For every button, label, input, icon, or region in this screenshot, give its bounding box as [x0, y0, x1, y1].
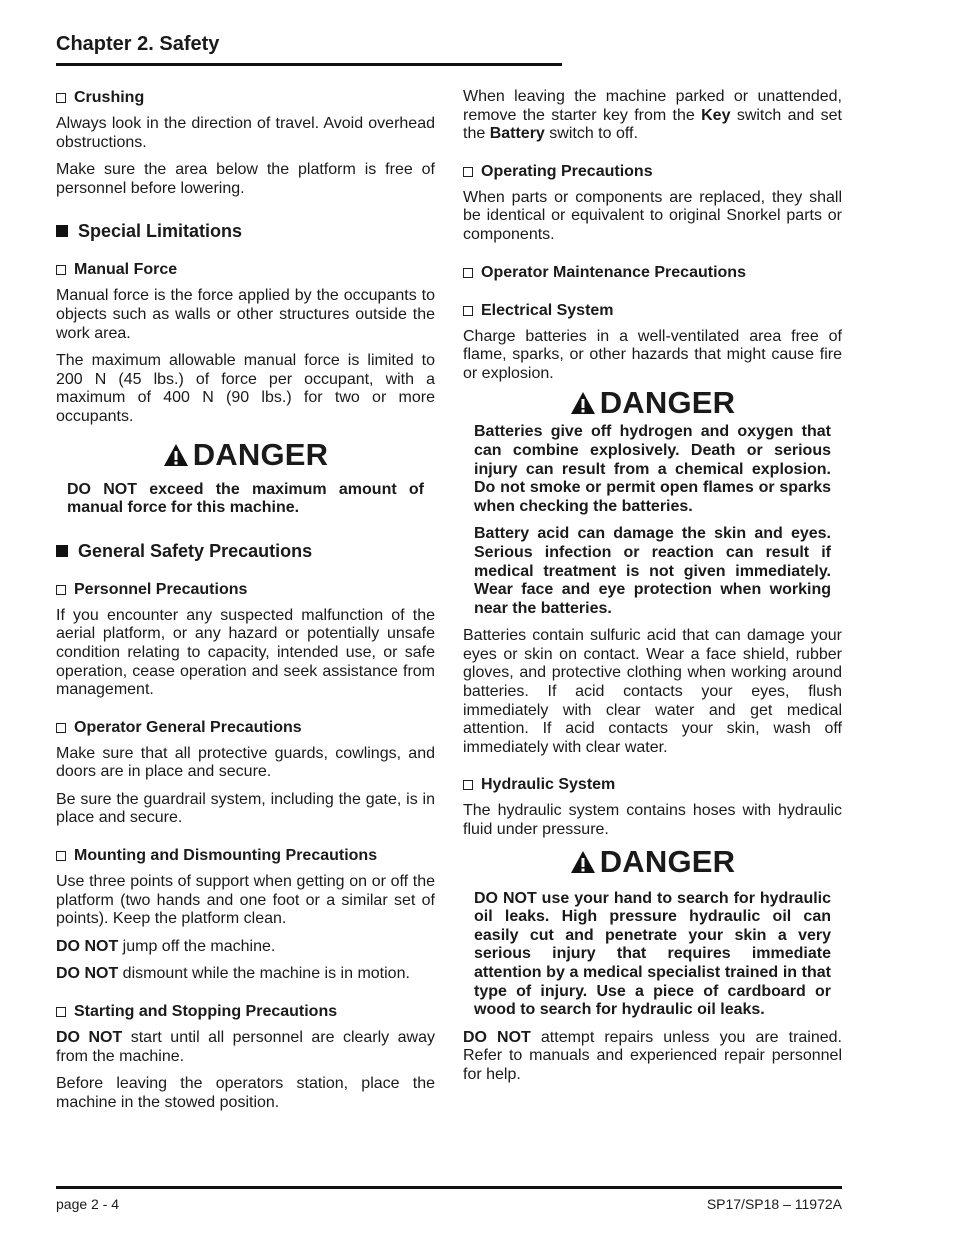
- checkbox-bullet-icon: [463, 780, 473, 790]
- checkbox-bullet-icon: [56, 851, 66, 861]
- checkbox-bullet-icon: [463, 306, 473, 316]
- paragraph: Manual force is the force applied by the occupants to objects such as walls or other structures outside the work area.: [56, 287, 435, 342]
- subsection-personnel: Personnel Precautions: [56, 580, 435, 600]
- paragraph: Make sure the area below the platform is free of personnel before lowering.: [56, 161, 435, 197]
- checkbox-bullet-icon: [463, 167, 473, 177]
- danger-text: DO NOT exceed the maximum amount of manual force for this machine.: [67, 480, 424, 517]
- danger-heading: DANGER: [463, 385, 842, 421]
- paragraph: Charge batteries in a well-ventilated area free of flame, sparks, or other hazards that might cause fire or explosion.: [463, 327, 842, 382]
- subsection-mounting: Mounting and Dismounting Precautions: [56, 846, 435, 866]
- paragraph: DO NOT attempt repairs unless you are trained. Refer to manuals and experienced repair personnel for help.: [463, 1028, 843, 1083]
- subsection-operating: Operating Precautions: [463, 162, 842, 182]
- square-bullet-icon: [56, 545, 68, 557]
- paragraph: Always look in the direction of travel. Avoid overhead obstructions.: [56, 115, 435, 151]
- checkbox-bullet-icon: [56, 93, 66, 103]
- page-number: page 2 - 4: [56, 1196, 120, 1212]
- checkbox-bullet-icon: [56, 265, 66, 275]
- section-special-limitations: Special Limitations: [56, 220, 435, 242]
- checkbox-bullet-icon: [56, 1007, 66, 1017]
- paragraph: The maximum allowable manual force is limited to 200 N (45 lbs.) of force per occupant, with a maximum of 400 N (90 lbs.) for two or more occupants.: [56, 352, 435, 425]
- danger-text: Battery acid can damage the skin and eyes. Serious infection or reaction can result if medical treatment is not given immediately. Wear face and eye protection when working near the batteries.: [474, 525, 831, 617]
- paragraph: DO NOT dismount while the machine is in motion.: [56, 965, 410, 983]
- paragraph: The hydraulic system contains hoses with hydraulic fluid under pressure.: [463, 802, 842, 839]
- footer-rule: [56, 1186, 842, 1189]
- paragraph: Batteries contain sulfuric acid that can damage your eyes or skin on contact. Wear a face shield, rubber gloves, and protective clothing when working around batteries. If acid contacts your eyes, flush immediately with clear water and get medical attention. If acid contacts your skin, wash off immediately with clear water.: [463, 627, 842, 756]
- header-rule: [56, 63, 562, 66]
- paragraph: Make sure that all protective guards, cowlings, and doors are in place and secure.: [56, 744, 435, 781]
- warning-triangle-icon: [570, 850, 596, 874]
- danger-heading: DANGER: [56, 437, 435, 473]
- square-bullet-icon: [56, 225, 68, 237]
- left-column: [56, 88, 435, 1121]
- warning-triangle-icon: [163, 443, 189, 467]
- paragraph: Be sure the guardrail system, including the gate, is in place and secure.: [56, 790, 435, 827]
- paragraph: When parts or components are replaced, they shall be identical or equivalent to original Snorkel parts or components.: [463, 188, 842, 243]
- paragraph: Before leaving the operators station, place the machine in the stowed position.: [56, 1075, 435, 1111]
- danger-text: DO NOT use your hand to search for hydraulic oil leaks. High pressure hydraulic oil can easily cut and penetrate your skin a very serious injury that requires immediate attention by a medical specialist trained in that type of injury. Use a piece of cardboard or wood to search for hydraulic oil leaks.: [474, 889, 831, 1019]
- paragraph: Use three points of support when getting on or off the platform (two hands and one foot or a similar set of points). Keep the platform clean.: [56, 873, 435, 928]
- right-column: [463, 88, 842, 1094]
- chapter-title: Chapter 2. Safety: [56, 33, 220, 55]
- checkbox-bullet-icon: [56, 585, 66, 595]
- danger-text: Batteries give off hydrogen and oxygen that can combine explosively. Death or serious injury can result from a chemical explosion. Do not smoke or permit open flames or sparks when checking the batteries.: [474, 423, 831, 515]
- subsection-hydraulic: Hydraulic System: [463, 775, 842, 795]
- warning-triangle-icon: [570, 391, 596, 415]
- paragraph: DO NOT jump off the machine.: [56, 937, 276, 955]
- subsection-crushing: Crushing: [56, 88, 435, 108]
- subsection-starting: Starting and Stopping Precautions: [56, 1002, 435, 1022]
- subsection-operator-general: Operator General Precautions: [56, 718, 435, 738]
- checkbox-bullet-icon: [463, 268, 473, 278]
- paragraph: When leaving the machine parked or unattended, remove the starter key from the Key switch and set the Battery switch to off.: [463, 88, 843, 143]
- subsection-maintenance: Operator Maintenance Precautions: [463, 263, 842, 283]
- page-header: [56, 31, 562, 66]
- subsection-manual-force: Manual Force: [56, 260, 435, 280]
- subsection-electrical: Electrical System: [463, 301, 842, 321]
- document-id: SP17/SP18 – 11972A: [706, 1196, 842, 1212]
- paragraph: If you encounter any suspected malfunction of the aerial platform, or any hazard or potentially unsafe condition relating to capacity, intended use, or safe operation, cease operation and seek assistance from management.: [56, 606, 435, 699]
- danger-heading: DANGER: [463, 844, 842, 880]
- checkbox-bullet-icon: [56, 723, 66, 733]
- section-general-safety: General Safety Precautions: [56, 540, 435, 562]
- paragraph: DO NOT start until all personnel are clearly away from the machine.: [56, 1029, 436, 1065]
